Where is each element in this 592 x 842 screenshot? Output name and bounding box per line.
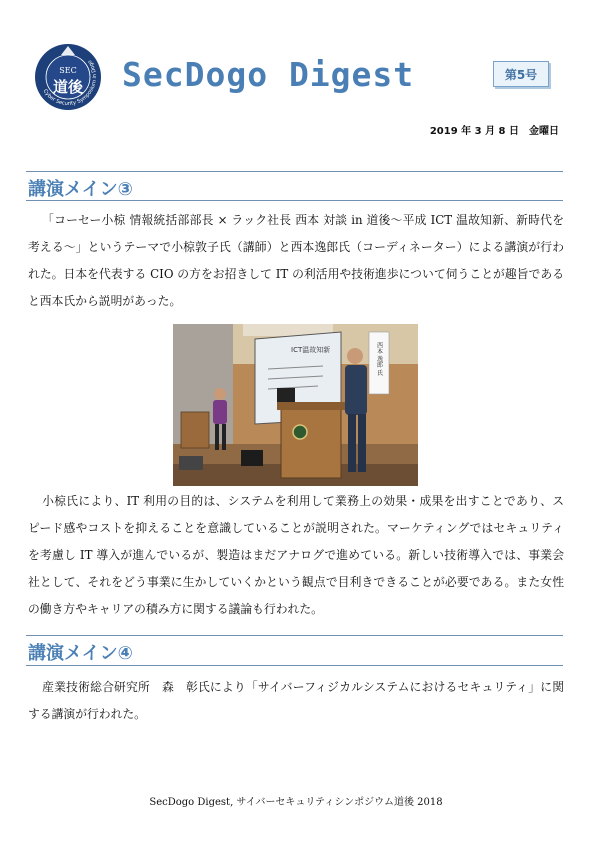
- section1-paragraph2: 小椋氏により、IT 利用の目的は、システムを利用して業務上の効果・成果を出すことであり、スピード感やコストを抑えることを意識していることが説明された。マーケティングではセキュリティを考慮し IT 導入が進んでいるが、製造はまだアナログで進めている。新しい技術導入では、事業会社として、それをどう事業に生かしていくかという観点で目利きできることが必要である。また女性の働き方やキャリアの積み方に関する議論も行われた。: [28, 494, 564, 616]
- logo-ring-text: Cyber Security Symposium in Dogo: [41, 58, 99, 108]
- section-bottom-rule: [26, 200, 563, 201]
- logo-sec-text: SEC: [59, 66, 77, 75]
- newsletter-title: SecDogo Digest: [122, 55, 415, 94]
- section-bottom-rule: [26, 665, 563, 666]
- logo-kanji-text: 道後: [52, 78, 84, 96]
- sec-dogo-logo: [34, 43, 102, 111]
- page-footer: SecDogo Digest, サイバーセキュリティシンポジウム道後 2018: [149, 797, 443, 808]
- issue-date: 2019 年 3 月 8 日 金曜日: [429, 126, 559, 137]
- section-top-rule: [26, 171, 563, 172]
- section-top-rule: [26, 635, 563, 636]
- issue-badge: 第5号: [493, 61, 549, 87]
- section-heading-main3: 講演メイン③: [28, 179, 133, 200]
- section1-paragraph1: 「コーセー小椋 情報統括部部長 × ラック社長 西本 対談 in 道後～平成 ICT 温故知新、新時代を考える～」というテーマで小椋敦子氏（講師）と西本逸郎氏（コーディネーター）による講演が行われた。日本を代表する CIO の方をお招きして IT の利活用や技術進歩について伺うことが趣旨であると西本氏から説明があった。: [28, 213, 564, 308]
- screen-text: ICT温故知新: [291, 346, 331, 354]
- speaker-banner-text: 西本 逸郎 氏: [375, 342, 383, 376]
- lecture-photo: [173, 324, 418, 486]
- section-heading-main4: 講演メイン④: [28, 643, 133, 664]
- section2-paragraph1: 産業技術総合研究所 森 彰氏により「サイバーフィジカルシステムにおけるセキュリティ」に関する講演が行われた。: [28, 680, 564, 721]
